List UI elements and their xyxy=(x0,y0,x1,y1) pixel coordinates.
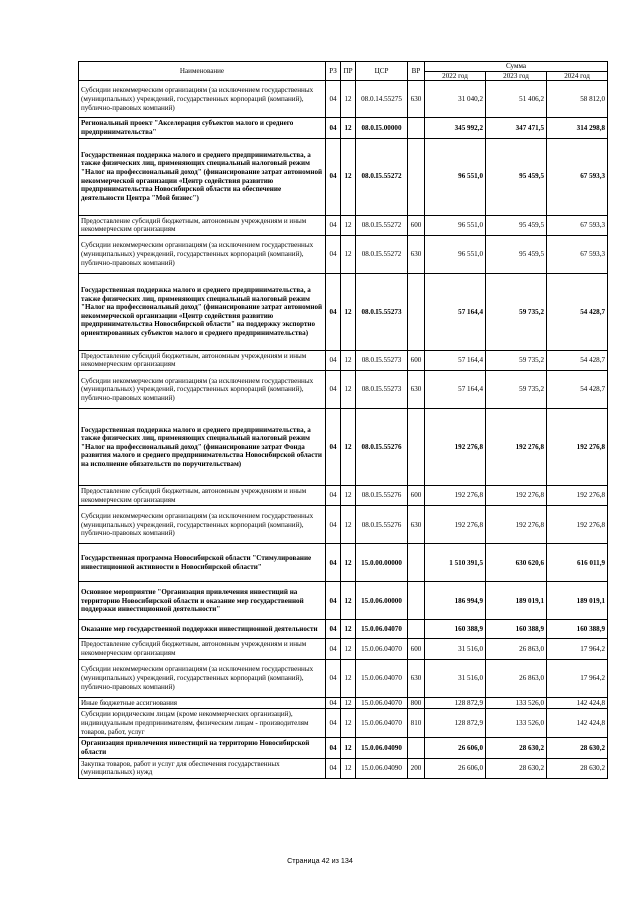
cell-vr xyxy=(408,738,425,758)
cell-rz: 04 xyxy=(326,738,341,758)
cell-rz: 04 xyxy=(326,659,341,697)
cell-2024: 54 428,7 xyxy=(547,371,608,409)
cell-vr: 600 xyxy=(408,639,425,659)
table-row xyxy=(79,350,608,370)
cell-2023: 95 459,5 xyxy=(486,215,547,235)
cell-name: Предоставление субсидий бюджетным, автономным учреждениям и иным некоммерческим организациям xyxy=(79,350,326,370)
header-year-2022: 2022 год xyxy=(425,71,486,81)
cell-rz: 04 xyxy=(326,273,341,350)
cell-2023: 133 526,0 xyxy=(486,697,547,709)
cell-vr: 630 xyxy=(408,371,425,409)
cell-pr: 12 xyxy=(341,409,356,486)
header-year-2024: 2024 год xyxy=(547,71,608,81)
cell-2023: 26 863,0 xyxy=(486,659,547,697)
cell-2024: 54 428,7 xyxy=(547,273,608,350)
cell-2022: 128 872,9 xyxy=(425,709,486,738)
cell-csr: 15.0.06.04070 xyxy=(356,697,408,709)
budget-table xyxy=(78,61,608,779)
cell-csr: 08.0.I5.00000 xyxy=(356,118,408,138)
table-row xyxy=(79,118,608,138)
cell-2024: 192 276,8 xyxy=(547,486,608,506)
cell-name: Субсидии юридическим лицам (кроме некоммерческих организаций), индивидуальным предпринимателям, физическим лицам - производителям товаров, работ, услуг xyxy=(79,709,326,738)
table-row xyxy=(79,758,608,778)
cell-name: Государственная поддержка малого и среднего предпринимательства, а также физических лиц, применяющих специальный налоговый режим "Налог на профессиональный доход" (финансирование затрат Фонда развития малого и среднего предпринимательства Новосибирской области на исполнение обязательств по поручительствам) xyxy=(79,409,326,486)
cell-2022: 128 872,9 xyxy=(425,697,486,709)
cell-name: Иные бюджетные ассигнования xyxy=(79,697,326,709)
cell-csr: 15.0.06.04070 xyxy=(356,639,408,659)
cell-rz: 04 xyxy=(326,409,341,486)
cell-2023: 28 630,2 xyxy=(486,758,547,778)
cell-2022: 96 551,0 xyxy=(425,235,486,273)
header-sum: Сумма xyxy=(425,62,608,72)
cell-name: Субсидии некоммерческим организациям (за исключением государственных (муниципальных) учреждений, государственных корпораций (компаний), публично-правовых компаний) xyxy=(79,506,326,544)
cell-2024: 58 812,0 xyxy=(547,81,608,118)
cell-vr: 600 xyxy=(408,350,425,370)
cell-pr: 12 xyxy=(341,738,356,758)
cell-2024: 67 593,3 xyxy=(547,235,608,273)
cell-pr: 12 xyxy=(341,697,356,709)
cell-csr: 08.0.I5.55276 xyxy=(356,409,408,486)
header-rz: РЗ xyxy=(326,62,341,81)
table-row xyxy=(79,697,608,709)
cell-vr: 630 xyxy=(408,506,425,544)
cell-2022: 31 516,0 xyxy=(425,659,486,697)
cell-2024: 67 593,3 xyxy=(547,215,608,235)
cell-csr: 15.0.06.04070 xyxy=(356,620,408,639)
cell-csr: 08.0.I5.55273 xyxy=(356,371,408,409)
cell-pr: 12 xyxy=(341,235,356,273)
table-row xyxy=(79,639,608,659)
header-csr: ЦСР xyxy=(356,62,408,81)
cell-rz: 04 xyxy=(326,138,341,215)
cell-vr: 800 xyxy=(408,697,425,709)
cell-2023: 192 276,8 xyxy=(486,486,547,506)
cell-rz: 04 xyxy=(326,758,341,778)
table-row xyxy=(79,235,608,273)
cell-rz: 04 xyxy=(326,350,341,370)
cell-2022: 96 551,0 xyxy=(425,215,486,235)
cell-2024: 28 630,2 xyxy=(547,738,608,758)
cell-pr: 12 xyxy=(341,273,356,350)
table-row xyxy=(79,709,608,738)
cell-vr: 630 xyxy=(408,81,425,118)
cell-pr: 12 xyxy=(341,506,356,544)
cell-pr: 12 xyxy=(341,758,356,778)
cell-name: Предоставление субсидий бюджетным, автономным учреждениям и иным некоммерческим организациям xyxy=(79,486,326,506)
cell-vr xyxy=(408,118,425,138)
cell-csr: 08.0.I5.55272 xyxy=(356,235,408,273)
cell-csr: 08.0.I5.55273 xyxy=(356,273,408,350)
cell-2024: 314 298,8 xyxy=(547,118,608,138)
header-vr: ВР xyxy=(408,62,425,81)
table-row xyxy=(79,81,608,118)
cell-2023: 95 459,5 xyxy=(486,138,547,215)
cell-2022: 57 164,4 xyxy=(425,273,486,350)
cell-2024: 160 388,9 xyxy=(547,620,608,639)
cell-2023: 160 388,9 xyxy=(486,620,547,639)
cell-pr: 12 xyxy=(341,350,356,370)
table-row xyxy=(79,582,608,620)
cell-name: Предоставление субсидий бюджетным, автономным учреждениям и иным некоммерческим организациям xyxy=(79,639,326,659)
cell-vr: 630 xyxy=(408,659,425,697)
cell-name: Субсидии некоммерческим организациям (за исключением государственных (муниципальных) учреждений, государственных корпораций (компаний), публично-правовых компаний) xyxy=(79,371,326,409)
cell-2023: 59 735,2 xyxy=(486,350,547,370)
table-row xyxy=(79,273,608,350)
page-number: Страница 42 из 134 xyxy=(287,856,353,865)
cell-rz: 04 xyxy=(326,697,341,709)
cell-2023: 95 459,5 xyxy=(486,235,547,273)
cell-vr: 630 xyxy=(408,235,425,273)
cell-name: Организация привлечения инвестиций на территорию Новосибирской области xyxy=(79,738,326,758)
cell-2024: 192 276,8 xyxy=(547,409,608,486)
cell-vr xyxy=(408,620,425,639)
cell-vr xyxy=(408,273,425,350)
cell-2022: 31 516,0 xyxy=(425,639,486,659)
cell-rz: 04 xyxy=(326,118,341,138)
table-row xyxy=(79,486,608,506)
cell-2024: 142 424,8 xyxy=(547,697,608,709)
cell-2023: 192 276,8 xyxy=(486,409,547,486)
table-row xyxy=(79,738,608,758)
cell-pr: 12 xyxy=(341,709,356,738)
cell-csr: 15.0.00.00000 xyxy=(356,544,408,582)
table-body xyxy=(79,81,608,779)
cell-2022: 192 276,8 xyxy=(425,486,486,506)
cell-name: Государственная программа Новосибирской области "Стимулирование инвестиционной активности в Новосибирской области" xyxy=(79,544,326,582)
cell-2024: 616 011,9 xyxy=(547,544,608,582)
cell-2023: 28 630,2 xyxy=(486,738,547,758)
cell-2024: 17 964,2 xyxy=(547,639,608,659)
cell-pr: 12 xyxy=(341,620,356,639)
cell-vr xyxy=(408,544,425,582)
cell-2024: 17 964,2 xyxy=(547,659,608,697)
table-header xyxy=(79,62,608,81)
cell-pr: 12 xyxy=(341,582,356,620)
cell-csr: 15.0.06.04070 xyxy=(356,709,408,738)
cell-2022: 57 164,4 xyxy=(425,350,486,370)
cell-csr: 15.0.06.04090 xyxy=(356,738,408,758)
cell-name: Субсидии некоммерческим организациям (за исключением государственных (муниципальных) учреждений, государственных корпораций (компаний), публично-правовых компаний) xyxy=(79,81,326,118)
cell-csr: 15.0.06.00000 xyxy=(356,582,408,620)
cell-2022: 96 551,0 xyxy=(425,138,486,215)
cell-pr: 12 xyxy=(341,659,356,697)
cell-2023: 192 276,8 xyxy=(486,506,547,544)
cell-2022: 26 606,0 xyxy=(425,758,486,778)
cell-2023: 51 406,2 xyxy=(486,81,547,118)
cell-rz: 04 xyxy=(326,371,341,409)
cell-2022: 192 276,8 xyxy=(425,506,486,544)
cell-2024: 142 424,8 xyxy=(547,709,608,738)
cell-csr: 08.0.I5.55276 xyxy=(356,486,408,506)
cell-vr: 600 xyxy=(408,486,425,506)
cell-pr: 12 xyxy=(341,371,356,409)
cell-csr: 08.0.I5.55272 xyxy=(356,138,408,215)
cell-rz: 04 xyxy=(326,620,341,639)
header-name: Наименование xyxy=(79,62,326,81)
table-row xyxy=(79,544,608,582)
cell-vr: 810 xyxy=(408,709,425,738)
cell-pr: 12 xyxy=(341,118,356,138)
cell-2022: 186 994,9 xyxy=(425,582,486,620)
table-row xyxy=(79,620,608,639)
cell-vr xyxy=(408,409,425,486)
cell-rz: 04 xyxy=(326,235,341,273)
cell-name: Региональный проект "Акселерация субъектов малого и среднего предпринимательства" xyxy=(79,118,326,138)
cell-name: Оказание мер государственной поддержки инвестиционной деятельности xyxy=(79,620,326,639)
cell-rz: 04 xyxy=(326,709,341,738)
cell-pr: 12 xyxy=(341,81,356,118)
cell-2022: 345 992,2 xyxy=(425,118,486,138)
cell-2024: 67 593,3 xyxy=(547,138,608,215)
cell-2022: 57 164,4 xyxy=(425,371,486,409)
cell-csr: 08.0.I5.55276 xyxy=(356,506,408,544)
cell-csr: 08.0.14.55275 xyxy=(356,81,408,118)
cell-csr: 15.0.06.04070 xyxy=(356,659,408,697)
cell-name: Основное мероприятие "Организация привлечения инвестиций на территорию Новосибирской области и оказание мер государственной поддержки инвестиционной деятельности" xyxy=(79,582,326,620)
cell-name: Предоставление субсидий бюджетным, автономным учреждениям и иным некоммерческим организациям xyxy=(79,215,326,235)
table-row xyxy=(79,371,608,409)
cell-rz: 04 xyxy=(326,506,341,544)
cell-2024: 28 630,2 xyxy=(547,758,608,778)
cell-name: Государственная поддержка малого и среднего предпринимательства, а также физических лиц, применяющих специальный налоговый режим "Налог на профессиональный доход" (финансирование затрат автономной некоммерческой организации «Центр содействия развитию предпринимательства Новосибирской области на обеспечение деятельности Центра "Мой бизнес") xyxy=(79,138,326,215)
cell-name: Субсидии некоммерческим организациям (за исключением государственных (муниципальных) учреждений, государственных корпораций (компаний), публично-правовых компаний) xyxy=(79,659,326,697)
cell-2022: 1 510 391,5 xyxy=(425,544,486,582)
cell-csr: 15.0.06.04090 xyxy=(356,758,408,778)
header-year-2023: 2023 год xyxy=(486,71,547,81)
table-row xyxy=(79,409,608,486)
cell-2023: 26 863,0 xyxy=(486,639,547,659)
cell-2022: 26 606,0 xyxy=(425,738,486,758)
cell-vr: 200 xyxy=(408,758,425,778)
cell-rz: 04 xyxy=(326,639,341,659)
cell-2023: 59 735,2 xyxy=(486,273,547,350)
cell-2024: 189 019,1 xyxy=(547,582,608,620)
cell-pr: 12 xyxy=(341,486,356,506)
cell-rz: 04 xyxy=(326,81,341,118)
cell-name: Субсидии некоммерческим организациям (за исключением государственных (муниципальных) учреждений, государственных корпораций (компаний), публично-правовых компаний) xyxy=(79,235,326,273)
cell-2022: 31 040,2 xyxy=(425,81,486,118)
table-row xyxy=(79,659,608,697)
table-row xyxy=(79,215,608,235)
cell-rz: 04 xyxy=(326,215,341,235)
cell-vr xyxy=(408,138,425,215)
cell-name: Закупка товаров, работ и услуг для обеспечения государственных (муниципальных) нужд xyxy=(79,758,326,778)
cell-rz: 04 xyxy=(326,486,341,506)
cell-pr: 12 xyxy=(341,215,356,235)
cell-2023: 59 735,2 xyxy=(486,371,547,409)
header-pr: ПР xyxy=(341,62,356,81)
cell-2024: 192 276,8 xyxy=(547,506,608,544)
cell-csr: 08.0.I5.55272 xyxy=(356,215,408,235)
cell-2022: 160 388,9 xyxy=(425,620,486,639)
cell-vr xyxy=(408,582,425,620)
cell-2024: 54 428,7 xyxy=(547,350,608,370)
cell-pr: 12 xyxy=(341,138,356,215)
cell-rz: 04 xyxy=(326,582,341,620)
cell-2023: 630 620,6 xyxy=(486,544,547,582)
cell-pr: 12 xyxy=(341,544,356,582)
cell-2023: 347 471,5 xyxy=(486,118,547,138)
cell-2023: 189 019,1 xyxy=(486,582,547,620)
table-row xyxy=(79,138,608,215)
cell-csr: 08.0.I5.55273 xyxy=(356,350,408,370)
cell-rz: 04 xyxy=(326,544,341,582)
cell-2022: 192 276,8 xyxy=(425,409,486,486)
cell-2023: 133 526,0 xyxy=(486,709,547,738)
cell-vr: 600 xyxy=(408,215,425,235)
cell-name: Государственная поддержка малого и среднего предпринимательства, а также физических лиц, применяющих специальный налоговый режим "Налог на профессиональный доход" (финансирование затрат автономной некоммерческой организации «Центр содействия развитию предпринимательства Новосибирской области" на поддержку экспортно ориентированных субъектов малого и среднего предпринимательства) xyxy=(79,273,326,350)
table-row xyxy=(79,506,608,544)
cell-pr: 12 xyxy=(341,639,356,659)
